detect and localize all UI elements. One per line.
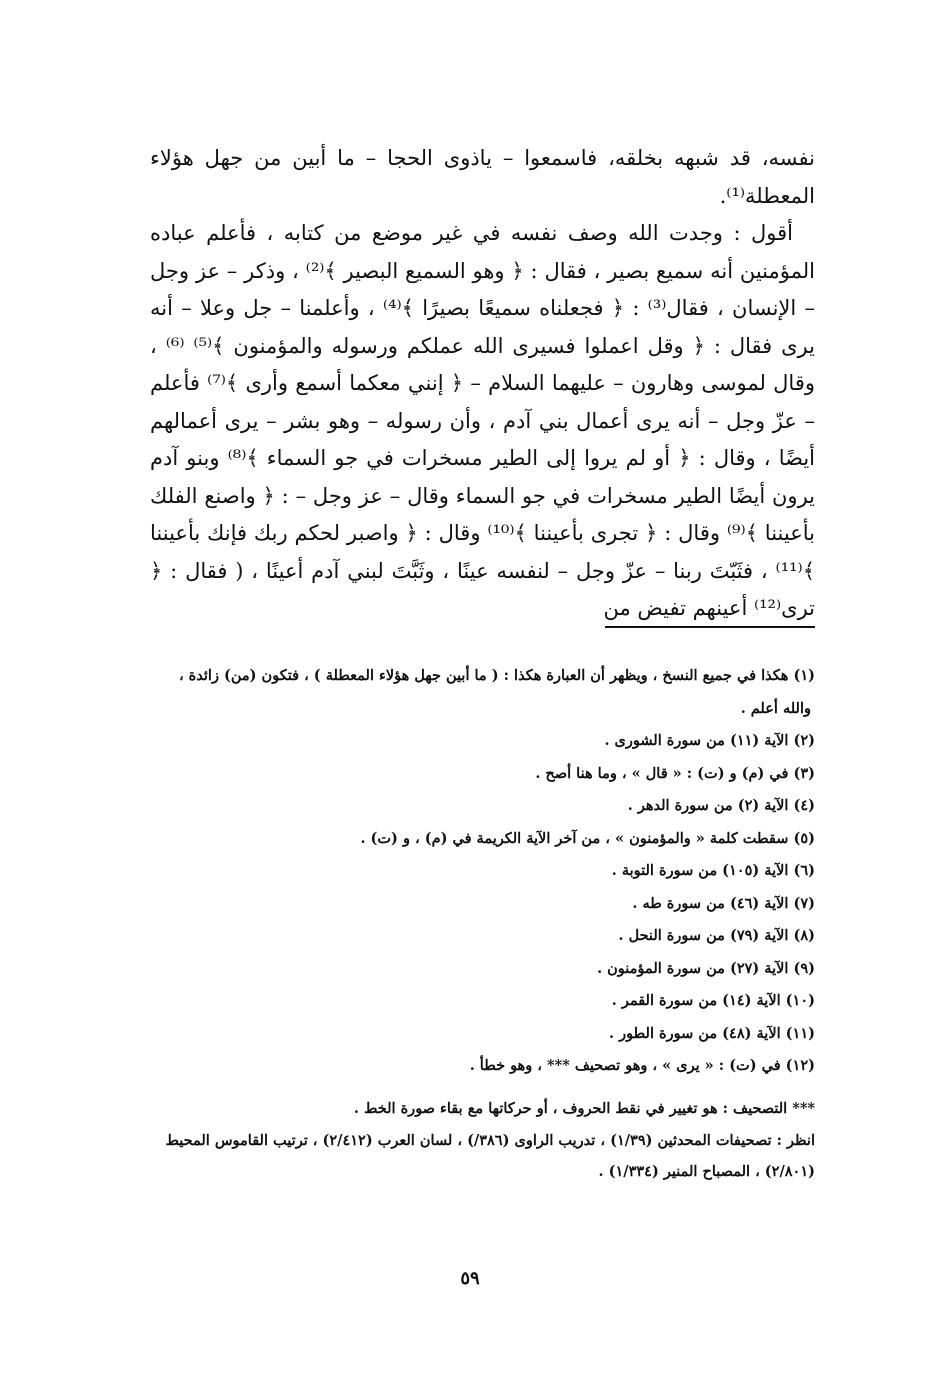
footnote-5: (٥) سقطت كلمة « والمؤمنون » ، من آخر الآية الكريمة في (م) ، و (ت) . [360, 829, 815, 847]
paragraph-continuation: نفسه، قد شبهه بخلقه، فاسمعوا – ياذوى الحجا – ما أبين من جهل هؤلاء المعطلة⁽¹⁾. [150, 146, 815, 208]
footnote-8: (٨) الآية (٧٩) من سورة النحل . [618, 927, 815, 944]
footnote-3: (٣) في (م) و (ت) : « قال » ، وما هنا أصح . [535, 764, 815, 782]
paragraph-main: أقول : وجدت الله وصف نفسه في غير موضع من كتابه ، فأعلم عباده المؤمنين أنه سميع بصير ، فقال : ﴿ وهو السميع البصير ﴾⁽²⁾ ، وذكر – عز وجل – الإنسان ، فقال⁽³⁾ : ﴿ فجعلناه سميعًا بصيرًا ﴾⁽⁴⁾ ، وأعلمنا – جل وعلا – أنه يرى فقال : ﴿ وقل اعملوا فسيرى الله عملكم ورسوله والمؤمنون ﴾⁽⁵⁾ ⁽⁶⁾ ، وقال لموسى وهارون – عليهما السلام – ﴿ إنني معكما أسمع وأرى ﴾⁽⁷⁾ فأعلم – عزّ وجل – أنه يرى أعمال بني آدم ، وأن رسوله – وهو بشر – يرى أعمالهم أيضًا ، وقال : ﴿ أو لم يروا إلى الطير مسخرات في جو السماء ﴾⁽⁸⁾ وبنو آدم يرون أيضًا الطير مسخرات في جو السماء وقال – عز وجل – : ﴿ واصنع الفلك بأعيننا ﴾⁽⁹⁾ وقال : ﴿ تجرى بأعيننا ﴾⁽¹⁰⁾ وقال : ﴿ واصبر لحكم ربك فإنك بأعيننا ﴾⁽¹¹⁾ ، فثَبّتَ ربنا – عزّ وجل – لنفسه عينًا ، وثَبَّتَ لبني آدم أعينًا ، ( فقال : ﴿ ترى⁽¹²⁾ أعينهم تفيض من [150, 221, 815, 620]
footnote-2: (٢) الآية (١١) من سورة الشورى . [604, 732, 815, 749]
footnote-9: (٩) الآية (٢٧) من سورة المؤمنون . [597, 959, 815, 977]
reference-note: انظر : تصحيفات المحدثين (١/٣٩) ، تدريب الراوى (٣٨٦/) ، لسان العرب (٢/٤١٢) ، ترتيب القاموس المحيط (٢/٨٠١) ، المصباح المنير (١/٣٣٤) . [165, 1132, 815, 1180]
footnote-separator [605, 626, 815, 628]
footnote-6: (٦) الآية (١٠٥) من سورة التوبة . [611, 862, 815, 879]
footnote-7: (٧) الآية (٤٦) من سورة طه . [632, 894, 815, 912]
footnotes [150, 660, 815, 1187]
tashif-definition: *** التصحيف : هو تغيير في نقط الحروف ، أو حركاتها مع بقاء صورة الخط . [353, 1099, 815, 1117]
footnote-4: (٤) الآية (٢) من سورة الدهر . [627, 797, 815, 814]
footnote-11: (١١) الآية (٤٨) من سورة الطور . [609, 1024, 815, 1042]
page-number: ٥٩ [460, 1268, 480, 1289]
footnote-1: (١) هكذا في جميع النسخ ، ويظهر أن العبارة هكذا : ( ما أبين جهل هؤلاء المعطلة ) ، فتكون (من) زائدة ، [178, 667, 815, 684]
footnote-1-continuation: والله أعلم . [740, 699, 811, 717]
main-text [150, 140, 815, 628]
footnote-gap [150, 1083, 815, 1093]
footnote-10: (١٠) الآية (١٤) من سورة القمر . [611, 992, 815, 1009]
footnote-12: (١٢) في (ت) : « يرى » ، وهو تصحيف *** ، وهو خطأ . [469, 1057, 815, 1074]
